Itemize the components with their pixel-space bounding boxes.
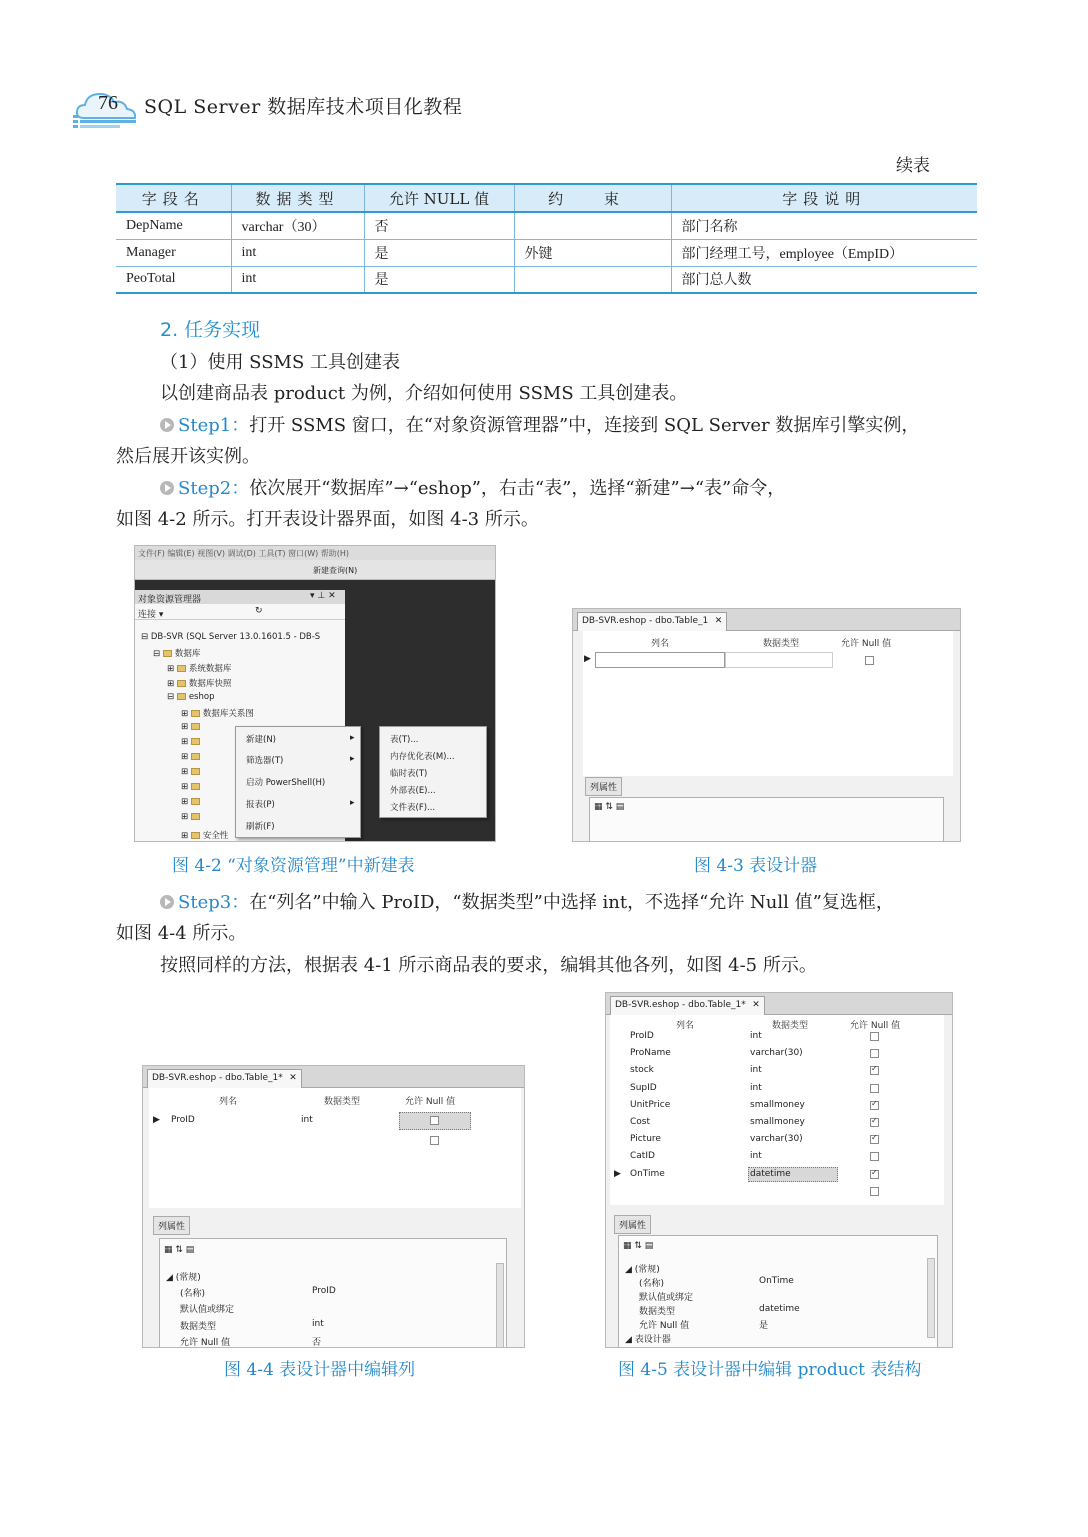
context-menu[interactable] xyxy=(235,726,361,838)
column-name-input[interactable] xyxy=(595,652,725,668)
step1-line2: 然后展开该实例。 xyxy=(116,446,260,467)
tree-eshop: ⊟ eshop xyxy=(167,692,215,702)
table-cell xyxy=(514,212,671,239)
server-node: DB-SVR (SQL Server 13.0.1601.5 - DB-S xyxy=(150,632,321,642)
continued-label: 续表 xyxy=(896,156,930,176)
caption-fig-4-3: 图 4-3 表设计器 xyxy=(694,856,818,876)
step1-label: Step1： xyxy=(178,415,250,436)
table-cell xyxy=(514,266,671,293)
column-name-cell[interactable]: ProID xyxy=(630,1031,654,1041)
page-number: 76 xyxy=(98,92,118,114)
designer-tab[interactable]: DB-SVR.eshop - dbo.Table_1* ✕ xyxy=(610,996,765,1015)
column-name-cell[interactable]: Cost xyxy=(630,1117,651,1127)
data-type-cell[interactable]: int xyxy=(750,1082,762,1093)
step2-line1 xyxy=(160,473,785,504)
table-row xyxy=(116,212,977,239)
col-header-type: 数据类型 xyxy=(772,1021,809,1031)
column-header: 允许 NULL 值 xyxy=(364,184,514,212)
prop-value: OnTime xyxy=(759,1276,794,1286)
data-type-cell[interactable]: smallmoney xyxy=(750,1099,805,1110)
tree-tables: ⊞ xyxy=(181,722,203,732)
table-cell: 部门名称 xyxy=(671,212,977,239)
col-header-null: 允许 Null 值 xyxy=(841,639,892,649)
allow-null-checkbox[interactable] xyxy=(870,1049,879,1058)
tree-diagrams: ⊞ 数据库关系图 xyxy=(181,709,254,719)
tree-system-db: ⊞ 系统数据库 xyxy=(167,664,232,674)
step1-line1 xyxy=(160,410,919,441)
col-header-type: 数据类型 xyxy=(324,1097,361,1107)
table-cell: 部门经理工号，employee（EmpID） xyxy=(671,239,977,266)
allow-null-checkbox[interactable] xyxy=(870,1187,879,1196)
caption-fig-4-4: 图 4-4 表设计器中编辑列 xyxy=(224,1360,416,1380)
prop-value: int xyxy=(312,1319,324,1329)
allow-null-checkbox[interactable] xyxy=(870,1152,879,1161)
intro-paragraph: 以创建商品表 product 为例，介绍如何使用 SSMS 工具创建表。 xyxy=(160,383,688,404)
data-type-cell[interactable]: int xyxy=(750,1065,762,1076)
data-type-cell[interactable]: int xyxy=(301,1115,313,1125)
prop-key: (名称) xyxy=(639,1279,665,1289)
column-header: 字段名 xyxy=(116,184,231,212)
tree-server: ⊟ DB-SVR (SQL Server 13.0.1601.5 - DB-S xyxy=(141,632,321,642)
step3-text: 在“列名”中输入 ProID，“数据类型”中选择 int，不选择“允许 Null 值”复选框， xyxy=(249,892,894,913)
column-name-cell[interactable]: Picture xyxy=(630,1134,661,1145)
data-type-cell[interactable]: varchar(30) xyxy=(750,1048,803,1059)
step2-line2: 如图 4-2 所示。打开表设计器界面，如图 4-3 所示。 xyxy=(116,509,539,530)
col-header-name: 列名 xyxy=(219,1097,238,1107)
menu-item-reports[interactable]: 报表(P) xyxy=(246,800,275,810)
row-selector-icon: ▶ xyxy=(584,654,591,664)
close-icon: ✕ xyxy=(752,1000,760,1010)
sort-icon[interactable]: ▦ ⇅ ▤ xyxy=(164,1245,195,1255)
column-name-cell[interactable]: CatID xyxy=(630,1151,655,1162)
allow-null-checkbox[interactable] xyxy=(870,1135,879,1144)
table-cell: Manager xyxy=(116,239,231,266)
caption-fig-4-5: 图 4-5 表设计器中编辑 product 表结构 xyxy=(618,1360,922,1380)
prop-value: 是 xyxy=(759,1321,769,1331)
prop-key: ◢ 表设计器 xyxy=(625,1335,671,1345)
toolbar xyxy=(135,560,496,580)
step2-label: Step2： xyxy=(178,478,250,499)
allow-null-checkbox[interactable] xyxy=(870,1170,879,1179)
paragraph-after: 按照同样的方法，根据表 4-1 所示商品表的要求，编辑其他各列，如图 4-5 所示。 xyxy=(160,955,817,976)
tree-snapshots: ⊞ 数据库快照 xyxy=(167,679,232,689)
table-cell: varchar（30） xyxy=(231,212,364,239)
table-cell: 是 xyxy=(364,266,514,293)
properties-panel xyxy=(159,1238,507,1348)
menu-bar xyxy=(135,546,496,560)
col-header-name: 列名 xyxy=(676,1021,695,1031)
column-name-cell[interactable]: SupID xyxy=(630,1082,657,1093)
allow-null-checkbox[interactable] xyxy=(865,656,874,665)
scrollbar[interactable] xyxy=(927,1258,935,1338)
table-cell: int xyxy=(231,239,364,266)
new-query-button: 新建查询(N) xyxy=(313,566,358,575)
properties-panel xyxy=(618,1235,938,1348)
menu-item-memory-table[interactable]: 内存优化表(M)... xyxy=(390,752,455,762)
column-header: 约 束 xyxy=(514,184,671,212)
column-grid xyxy=(610,1015,944,1205)
table-row xyxy=(116,239,977,266)
refresh-icon: ↻ xyxy=(255,606,263,616)
table-cell: 否 xyxy=(364,212,514,239)
allow-null-checkbox[interactable] xyxy=(430,1136,439,1145)
figure-4-4-screenshot xyxy=(142,1065,525,1348)
prop-key: 默认值或绑定 xyxy=(180,1305,235,1315)
data-type-cell[interactable]: varchar(30) xyxy=(750,1134,803,1145)
prop-key: 数据类型 xyxy=(180,1322,217,1332)
allow-null-checkbox[interactable] xyxy=(430,1116,439,1125)
table-cell: int xyxy=(231,266,364,293)
props-tab[interactable]: 列属性 xyxy=(614,1215,651,1234)
submenu-arrow-icon: ▸ xyxy=(350,733,355,743)
allow-null-checkbox[interactable] xyxy=(870,1066,879,1075)
column-name-cell[interactable]: ProName xyxy=(630,1048,671,1059)
pin-icon: ▾ ⊥ ✕ xyxy=(310,591,336,601)
play-circle-icon xyxy=(160,895,174,909)
table-row xyxy=(116,266,977,293)
data-type-input[interactable] xyxy=(725,652,833,668)
allow-null-checkbox[interactable] xyxy=(870,1101,879,1110)
figure-4-5-screenshot xyxy=(605,992,953,1348)
figure-4-3-screenshot xyxy=(572,608,961,842)
object-explorer-pane: 对象资源管理器 ▾ ⊥ ✕ 连接 ▾ ↻ ⊟ DB-SVR (SQL Server 13.0.1601.5 - DB-S ⊟ 数据库 ⊞ 系统数据库 ⊞ 数据库快照 ⊟ eshop ⊞ 数据库关系图 ⊞ ⊞ ⊞ ⊞ ⊞ ⊞ ⊞ ⊞ 安全性 xyxy=(135,590,345,842)
subheading: （1）使用 SSMS 工具创建表 xyxy=(160,352,401,373)
allow-null-checkbox[interactable] xyxy=(870,1118,879,1127)
book-title: SQL Server 数据库技术项目化教程 xyxy=(144,96,463,118)
column-name-cell[interactable]: OnTime xyxy=(630,1168,665,1179)
col-header-null: 允许 Null 值 xyxy=(405,1097,456,1107)
column-grid xyxy=(149,1088,521,1208)
scrollbar[interactable] xyxy=(496,1263,504,1348)
col-header-name: 列名 xyxy=(651,639,670,649)
column-grid xyxy=(583,631,953,776)
properties-panel xyxy=(589,797,944,842)
caption-fig-4-2: 图 4-2 “对象资源管理”中新建表 xyxy=(172,856,415,876)
step2-text: 依次展开“数据库”→“eshop”，右击“表”，选择“新建”→“表”命令， xyxy=(249,478,786,499)
designer-tab[interactable]: DB-SVR.eshop - dbo.Table_1 ✕ xyxy=(577,612,727,631)
prop-key: 默认值或绑定 xyxy=(639,1293,694,1303)
play-circle-icon xyxy=(160,481,174,495)
step3-label: Step3： xyxy=(178,892,250,913)
props-tab[interactable]: 列属性 xyxy=(585,777,622,796)
submenu-arrow-icon: ▸ xyxy=(350,754,355,764)
prop-key: ◢ (常规) xyxy=(625,1265,660,1275)
table-cell: 外键 xyxy=(514,239,671,266)
step1-text: 打开 SSMS 窗口，在“对象资源管理器”中，连接到 SQL Server 数据库引擎实例， xyxy=(249,415,920,436)
menu-item-refresh[interactable]: 刷新(F) xyxy=(246,822,275,832)
data-type-cell[interactable]: smallmoney xyxy=(750,1117,805,1127)
tree-databases: ⊟ 数据库 xyxy=(153,649,201,659)
menu-item-filter[interactable]: 筛选器(T) xyxy=(246,756,284,766)
prop-key: ◢ (常规) xyxy=(166,1273,201,1283)
prop-key: 允许 Null 值 xyxy=(180,1338,231,1348)
pane-title: 对象资源管理器 xyxy=(138,595,202,605)
table-header-row xyxy=(116,184,977,212)
prop-key: 数据类型 xyxy=(639,1307,676,1317)
close-icon: ✕ xyxy=(289,1073,297,1083)
column-name-cell[interactable]: stock xyxy=(630,1065,654,1076)
allow-null-checkbox[interactable] xyxy=(870,1084,879,1093)
table-cell: 部门总人数 xyxy=(671,266,977,293)
step3-line2: 如图 4-4 所示。 xyxy=(116,923,247,944)
close-icon: ✕ xyxy=(714,616,723,626)
column-header: 字段说明 xyxy=(671,184,977,212)
tree-security: ⊞ 安全性 xyxy=(181,831,229,841)
sort-icon[interactable]: ▦ ⇅ ▤ xyxy=(623,1241,654,1251)
running-header xyxy=(70,84,490,132)
data-type-cell[interactable]: datetime xyxy=(750,1168,791,1179)
row-selector-icon: ▶ xyxy=(153,1115,160,1125)
connect-button: 连接 ▾ xyxy=(138,610,164,620)
allow-null-checkbox[interactable] xyxy=(870,1032,879,1041)
field-spec-table xyxy=(116,183,977,294)
props-tab[interactable]: 列属性 xyxy=(153,1216,190,1235)
prop-value: datetime xyxy=(759,1304,800,1314)
menu-item-powershell[interactable]: 启动 PowerShell(H) xyxy=(246,778,326,788)
col-header-null: 允许 Null 值 xyxy=(850,1021,901,1031)
prop-value: ProID xyxy=(312,1286,336,1296)
section-heading: 2. 任务实现 xyxy=(160,319,261,341)
table-cell: DepName xyxy=(116,212,231,239)
prop-value: 否 xyxy=(312,1338,322,1348)
prop-key: (名称) xyxy=(180,1289,206,1299)
prop-key: 允许 Null 值 xyxy=(639,1321,690,1331)
step3-line1 xyxy=(160,887,894,918)
data-type-cell[interactable]: int xyxy=(750,1151,762,1162)
menu-bar-text: 文件(F) 编辑(E) 视图(V) 调试(D) 工具(T) 窗口(W) 帮助(H) xyxy=(138,549,350,558)
sort-icon[interactable]: ▦ ⇅ ▤ xyxy=(594,802,625,812)
submenu-arrow-icon: ▸ xyxy=(350,798,355,808)
new-submenu[interactable] xyxy=(379,726,487,818)
play-circle-icon xyxy=(160,418,174,432)
data-type-cell[interactable]: int xyxy=(750,1031,762,1041)
col-header-type: 数据类型 xyxy=(763,639,800,649)
designer-tab[interactable]: DB-SVR.eshop - dbo.Table_1* ✕ xyxy=(147,1069,302,1088)
menu-item-temporal-table[interactable]: 临时表(T) xyxy=(390,769,428,779)
column-header: 数据类型 xyxy=(231,184,364,212)
table-cell: 是 xyxy=(364,239,514,266)
menu-item-new[interactable]: 新建(N) xyxy=(246,735,276,745)
table-cell: PeoTotal xyxy=(116,266,231,293)
menu-item-file-table[interactable]: 文件表(F)... xyxy=(390,803,436,813)
menu-item-external-table[interactable]: 外部表(E)... xyxy=(390,786,436,796)
column-name-cell[interactable]: UnitPrice xyxy=(630,1099,671,1110)
menu-item-table[interactable]: 表(T)... xyxy=(390,735,419,745)
column-name-cell[interactable]: ProID xyxy=(171,1115,195,1125)
row-selector-icon: ▶ xyxy=(614,1168,621,1179)
figure-4-2-screenshot xyxy=(134,545,496,842)
